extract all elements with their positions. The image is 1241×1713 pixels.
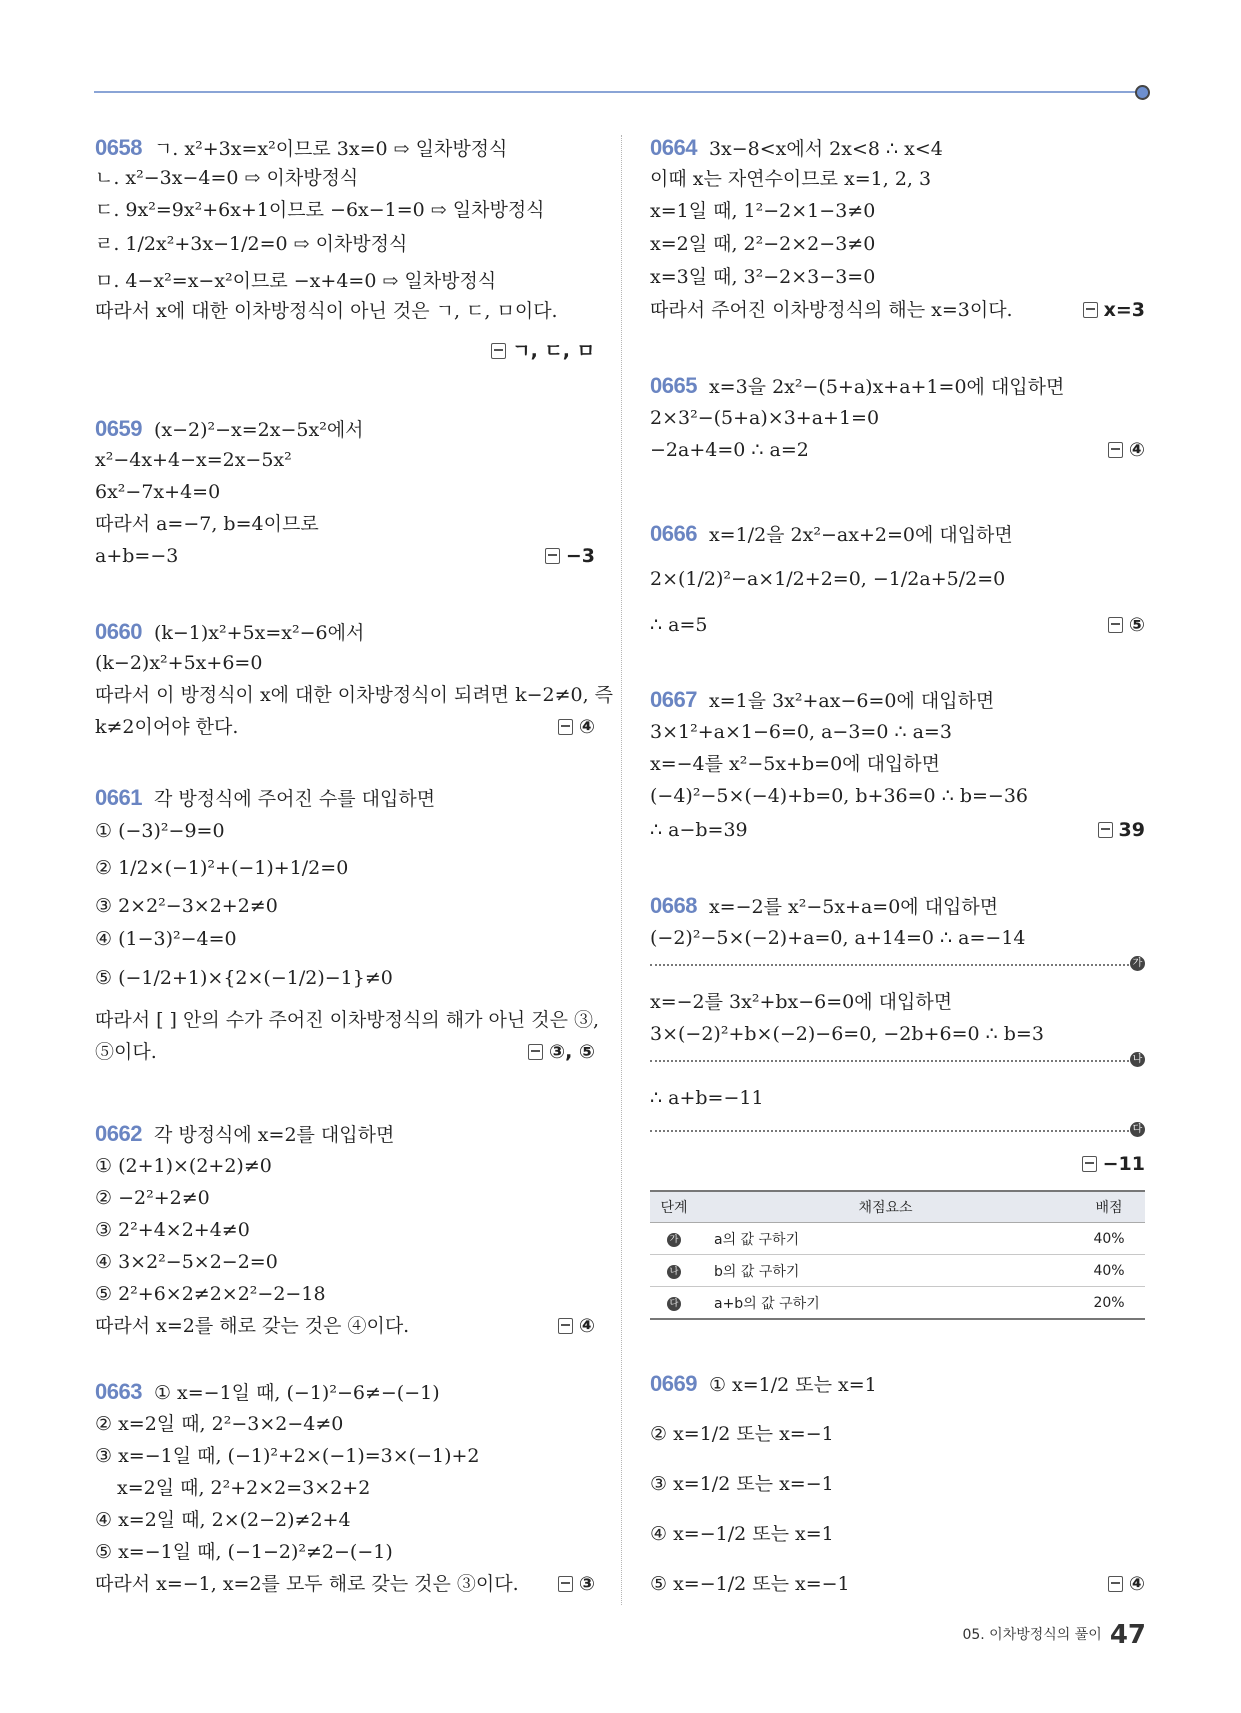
table-cell: a의 값 구하기: [698, 1223, 1073, 1255]
solution-line: ④ 3×2²−5×2−2=0: [95, 1251, 278, 1273]
table-row: [650, 1255, 1145, 1287]
answer: ④: [1108, 436, 1145, 464]
table-cell: a+b의 값 구하기: [698, 1287, 1073, 1320]
solution-line: 따라서 주어진 이차방정식의 해는 x=3이다.: [650, 299, 1013, 321]
solution-line: x=−2를 x²−5x+a=0에 대입하면: [708, 896, 999, 918]
solution-line: (−4)²−5×(−4)+b=0, b+36=0 ∴ b=−36: [650, 785, 1028, 807]
table-cell: 40%: [1073, 1223, 1145, 1255]
answer-icon: [1083, 302, 1098, 318]
solution-line: (x−2)²−x=2x−5x²에서: [153, 419, 364, 441]
solution-line: ① x=−1일 때, (−1)²−6≠−(−1): [153, 1382, 440, 1404]
solution-line: 6x²−7x+4=0: [95, 481, 221, 503]
answer-icon: [491, 343, 506, 359]
solution-line: ⑤ 2²+6×2≠2×2²−2−18: [95, 1283, 326, 1305]
solution-line: ① x=1/2 또는 x=1: [708, 1374, 877, 1396]
stage-badge: 가: [667, 1233, 681, 1247]
solution-line: ⑤ x=−1일 때, (−1−2)²≠2−(−1): [95, 1541, 393, 1563]
solution-line: x=1/2을 2x²−ax+2=0에 대입하면: [708, 524, 1013, 546]
problem-number: 0669: [650, 1371, 697, 1396]
solution-line: ⑤ (−1/2+1)×{2×(−1/2)−1}≠0: [95, 967, 393, 989]
solution-line: 각 방정식에 주어진 수를 대입하면: [153, 788, 436, 810]
solution-line: x=−2를 3x²+bx−6=0에 대입하면: [650, 991, 953, 1013]
step-separator: [650, 964, 1129, 966]
solution-line: ② x=2일 때, 2²−3×2−4≠0: [95, 1413, 344, 1435]
solution-line: 따라서 x=2를 해로 갖는 것은 ④이다.: [95, 1315, 410, 1337]
problem-number: 0665: [650, 373, 697, 398]
solution-line: ① (2+1)×(2+2)≠0: [95, 1155, 272, 1177]
solution-line: 3x−8<x에서 2x<8 ∴ x<4: [708, 138, 943, 160]
stage-badge: 나: [667, 1265, 681, 1279]
solution-line: ① (−3)²−9=0: [95, 820, 225, 842]
problem-number: 0663: [95, 1379, 142, 1404]
solution-line: ④ x=2일 때, 2×(2−2)≠2+4: [95, 1509, 351, 1531]
problem-number: 0660: [95, 619, 142, 644]
chapter-label: 05. 이차방정식의 풀이: [962, 1627, 1102, 1643]
solution-line: ∴ a+b=−11: [650, 1087, 764, 1109]
answer: −11: [1082, 1150, 1145, 1178]
solution-line: ③ 2×2²−3×2+2≠0: [95, 895, 278, 917]
solution-line: ③ 2²+4×2+4≠0: [95, 1219, 250, 1241]
table-row: [650, 1223, 1145, 1255]
solution-line: 따라서 x에 대한 이차방정식이 아닌 것은 ㄱ, ㄷ, ㅁ이다.: [95, 300, 558, 322]
answer-icon: [528, 1044, 543, 1060]
column-divider: [621, 135, 622, 1605]
answer-icon: [1082, 1156, 1097, 1172]
solution-line: ④ (1−3)²−4=0: [95, 928, 237, 950]
solution-line: x²−4x+4−x=2x−5x²: [95, 449, 292, 471]
answer-icon: [558, 1318, 573, 1334]
solution-line: −2a+4=0 ∴ a=2: [650, 439, 809, 461]
solution-line: a+b=−3: [95, 545, 179, 567]
solution-line: 따라서 a=−7, b=4이므로: [95, 513, 319, 535]
solution-line: 따라서 이 방정식이 x에 대한 이차방정식이 되려면 k−2≠0, 즉: [95, 684, 614, 706]
step-separator: [650, 1130, 1129, 1132]
answer: ㄱ, ㄷ, ㅁ: [491, 337, 595, 365]
solution-line: ㄴ. x²−3x−4=0 ⇨ 이차방정식: [95, 167, 359, 189]
problem-number: 0661: [95, 785, 142, 810]
page-footer: [962, 1620, 1146, 1650]
stage-badge: 다: [667, 1297, 681, 1311]
answer-icon: [1098, 822, 1113, 838]
solution-line: 따라서 [ ] 안의 수가 주어진 이차방정식의 해가 아닌 것은 ③,: [95, 1009, 600, 1031]
table-header: 채점요소: [698, 1191, 1073, 1223]
problem-number: 0668: [650, 893, 697, 918]
table-header: 단계: [650, 1191, 698, 1223]
answer-icon: [558, 719, 573, 735]
table-row: [650, 1287, 1145, 1320]
answer: ⑤: [1108, 611, 1145, 639]
solution-line: 3×(−2)²+b×(−2)−6=0, −2b+6=0 ∴ b=3: [650, 1023, 1044, 1045]
solution-line: ⑤ x=−1/2 또는 x=−1: [650, 1573, 850, 1595]
table-cell: b의 값 구하기: [698, 1255, 1073, 1287]
solution-line: x=2일 때, 2²+2×2=3×2+2: [117, 1477, 371, 1499]
solution-line: (k−2)x²+5x+6=0: [95, 652, 263, 674]
answer: ③, ⑤: [528, 1038, 595, 1066]
solution-line: ② −2²+2≠0: [95, 1187, 210, 1209]
answer: ③: [558, 1570, 595, 1598]
solution-line: 2×3²−(5+a)×3+a+1=0: [650, 407, 880, 429]
step-marker-da: 다: [1130, 1122, 1145, 1137]
answer-icon: [1108, 442, 1123, 458]
solution-line: ② x=1/2 또는 x=−1: [650, 1423, 834, 1445]
problem-number: 0666: [650, 521, 697, 546]
problem-number: 0658: [95, 135, 142, 160]
solution-line: ㅁ. 4−x²=x−x²이므로 −x+4=0 ⇨ 일차방정식: [95, 270, 497, 292]
solution-line: x=1을 3x²+ax−6=0에 대입하면: [708, 690, 995, 712]
solution-line: 이때 x는 자연수이므로 x=1, 2, 3: [650, 168, 932, 190]
problem-number: 0664: [650, 135, 697, 160]
answer: ④: [558, 1312, 595, 1340]
scoring-table: [650, 1190, 1145, 1320]
solution-line: 각 방정식에 x=2를 대입하면: [153, 1124, 395, 1146]
table-cell: 20%: [1073, 1287, 1145, 1320]
answer-icon: [545, 548, 560, 564]
solution-line: ∴ a=5: [650, 614, 708, 636]
page-number: 47: [1109, 1620, 1146, 1650]
solution-line: ③ x=1/2 또는 x=−1: [650, 1473, 834, 1495]
solution-line: ㄱ. x²+3x=x²이므로 3x=0 ⇨ 일차방정식: [153, 138, 508, 160]
solution-line: x=−4를 x²−5x+b=0에 대입하면: [650, 753, 940, 775]
solution-line: x=1일 때, 1²−2×1−3≠0: [650, 200, 876, 222]
solution-line: k≠2이어야 한다.: [95, 716, 239, 738]
step-marker-ga: 가: [1130, 956, 1145, 971]
solution-line: 3×1²+a×1−6=0, a−3=0 ∴ a=3: [650, 721, 952, 743]
answer: ④: [558, 713, 595, 741]
table-cell: 40%: [1073, 1255, 1145, 1287]
problem-number: 0659: [95, 416, 142, 441]
header-rule-dot: [1135, 85, 1150, 100]
header-rule: [94, 91, 1141, 93]
solution-line: 따라서 x=−1, x=2를 모두 해로 갖는 것은 ③이다.: [95, 1573, 519, 1595]
solution-line: x=3일 때, 3²−2×3−3=0: [650, 266, 876, 288]
solution-line: ㄷ. 9x²=9x²+6x+1이므로 −6x−1=0 ⇨ 일차방정식: [95, 199, 545, 221]
answer: −3: [545, 542, 595, 570]
answer-icon: [1108, 1576, 1123, 1592]
solution-line: ㄹ. 1/2x²+3x−1/2=0 ⇨ 이차방정식: [95, 233, 408, 255]
solution-line: x=3을 2x²−(5+a)x+a+1=0에 대입하면: [708, 376, 1065, 398]
table-header: 배점: [1073, 1191, 1145, 1223]
solution-line: (−2)²−5×(−2)+a=0, a+14=0 ∴ a=−14: [650, 927, 1026, 949]
answer: x=3: [1083, 296, 1145, 324]
solution-line: ④ x=−1/2 또는 x=1: [650, 1523, 834, 1545]
answer: ④: [1108, 1570, 1145, 1598]
solution-line: (k−1)x²+5x=x²−6에서: [153, 622, 365, 644]
step-marker-na: 나: [1130, 1052, 1145, 1067]
solution-line: ③ x=−1일 때, (−1)²+2×(−1)=3×(−1)+2: [95, 1445, 480, 1467]
answer-icon: [1108, 617, 1123, 633]
solution-line: ② 1/2×(−1)²+(−1)+1/2=0: [95, 857, 349, 879]
solution-line: 2×(1/2)²−a×1/2+2=0, −1/2a+5/2=0: [650, 568, 1006, 590]
step-separator: [650, 1060, 1129, 1062]
answer: 39: [1098, 816, 1145, 844]
problem-number: 0662: [95, 1121, 142, 1146]
answer-icon: [558, 1576, 573, 1592]
solution-line: x=2일 때, 2²−2×2−3≠0: [650, 233, 876, 255]
solution-line: ∴ a−b=39: [650, 819, 748, 841]
solution-line: ⑤이다.: [95, 1041, 157, 1063]
problem-number: 0667: [650, 687, 697, 712]
